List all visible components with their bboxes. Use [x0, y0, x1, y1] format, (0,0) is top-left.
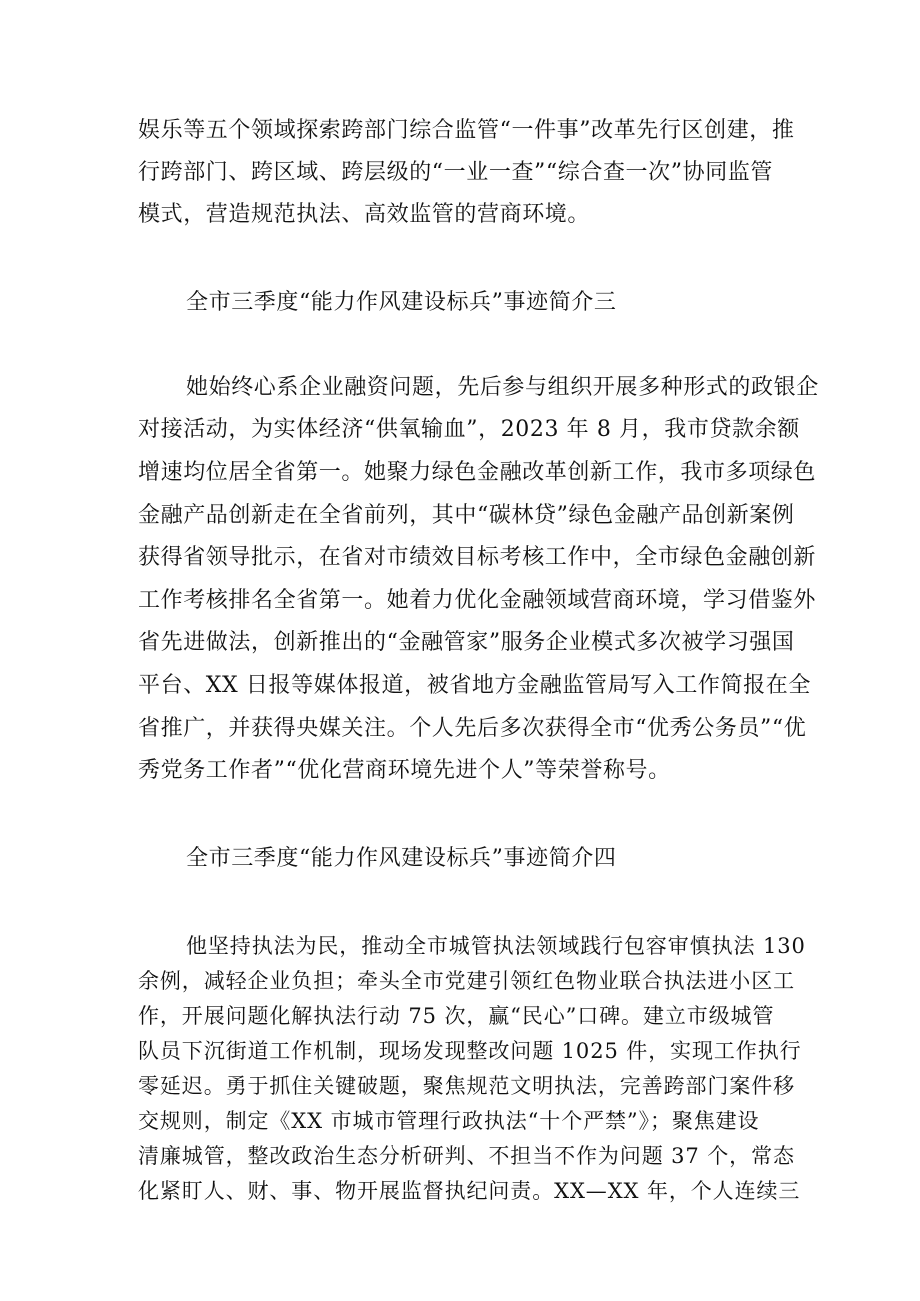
- paragraph-3-line: 工作考核排名全省第一。她着力优化金融领域营商环境，学习借鉴外: [138, 588, 817, 613]
- intro-line-3: 模式，营造规范执法、高效监管的营商环境。: [138, 202, 591, 227]
- paragraph-3-line: 秀党务工作者”“优化营商环境先进个人”等荣誉称号。: [138, 758, 671, 783]
- paragraph-3-line: 省推广，并获得央媒关注。个人先后多次获得全市“优秀公务员”“优: [138, 716, 807, 741]
- paragraph-3-line: 平台、XX 日报等媒体报道，被省地方金融监管局写入工作简报在全: [138, 673, 811, 698]
- paragraph-4-line: 作，开展问题化解执法行动 75 次，赢“民心”口碑。建立市级城管: [138, 1004, 775, 1028]
- intro-line-2: 行跨部门、跨区域、跨层级的“一业一查”“综合查一次”协同监管: [138, 160, 773, 185]
- paragraph-3-line: 增速均位居全省第一。她聚力绿色金融改革创新工作，我市多项绿色: [138, 460, 817, 485]
- paragraph-3-line: 金融产品创新走在全省前列，其中“碳林贷”绿色金融产品创新案例: [138, 503, 795, 528]
- section-heading-4: 全市三季度“能力作风建设标兵”事迹简介四: [186, 846, 617, 871]
- paragraph-3-line: 省先进做法，创新推出的“金融管家”服务企业模式多次被学习强国: [138, 630, 795, 655]
- paragraph-4-line: 化紧盯人、财、事、物开展监督执纪问责。XX—XX 年，个人连续三: [138, 1179, 801, 1203]
- paragraph-4-line: 他坚持执法为民，推动全市城管执法领域践行包容审慎执法 130: [186, 934, 806, 958]
- paragraph-4-line: 队员下沉街道工作机制，现场发现整改问题 1025 件，实现工作执行: [138, 1039, 802, 1063]
- paragraph-3-line: 对接活动，为实体经济“供氧输血”，2023 年 8 月，我市贷款余额: [138, 417, 800, 442]
- paragraph-3-line: 她始终心系企业融资问题，先后参与组织开展多种形式的政银企: [186, 375, 819, 400]
- section-heading-3: 全市三季度“能力作风建设标兵”事迹简介三: [186, 290, 617, 315]
- paragraph-4-line: 交规则，制定《XX 市城市管理行政执法“十个严禁”》；聚焦建设: [138, 1109, 760, 1133]
- paragraph-4-line: 余例，减轻企业负担；牵头全市党建引领红色物业联合执法进小区工: [138, 969, 795, 993]
- paragraph-4-line: 清廉城管，整改政治生态分析研判、不担当不作为问题 37 个，常态: [138, 1144, 795, 1168]
- intro-line-1: 娱乐等五个领域探索跨部门综合监管“一件事”改革先行区创建，推: [138, 118, 795, 143]
- paragraph-4-line: 零延迟。勇于抓住关键破题，聚焦规范文明执法，完善跨部门案件移: [138, 1074, 795, 1098]
- paragraph-3-line: 获得省领导批示，在省对市绩效目标考核工作中，全市绿色金融创新: [138, 545, 817, 570]
